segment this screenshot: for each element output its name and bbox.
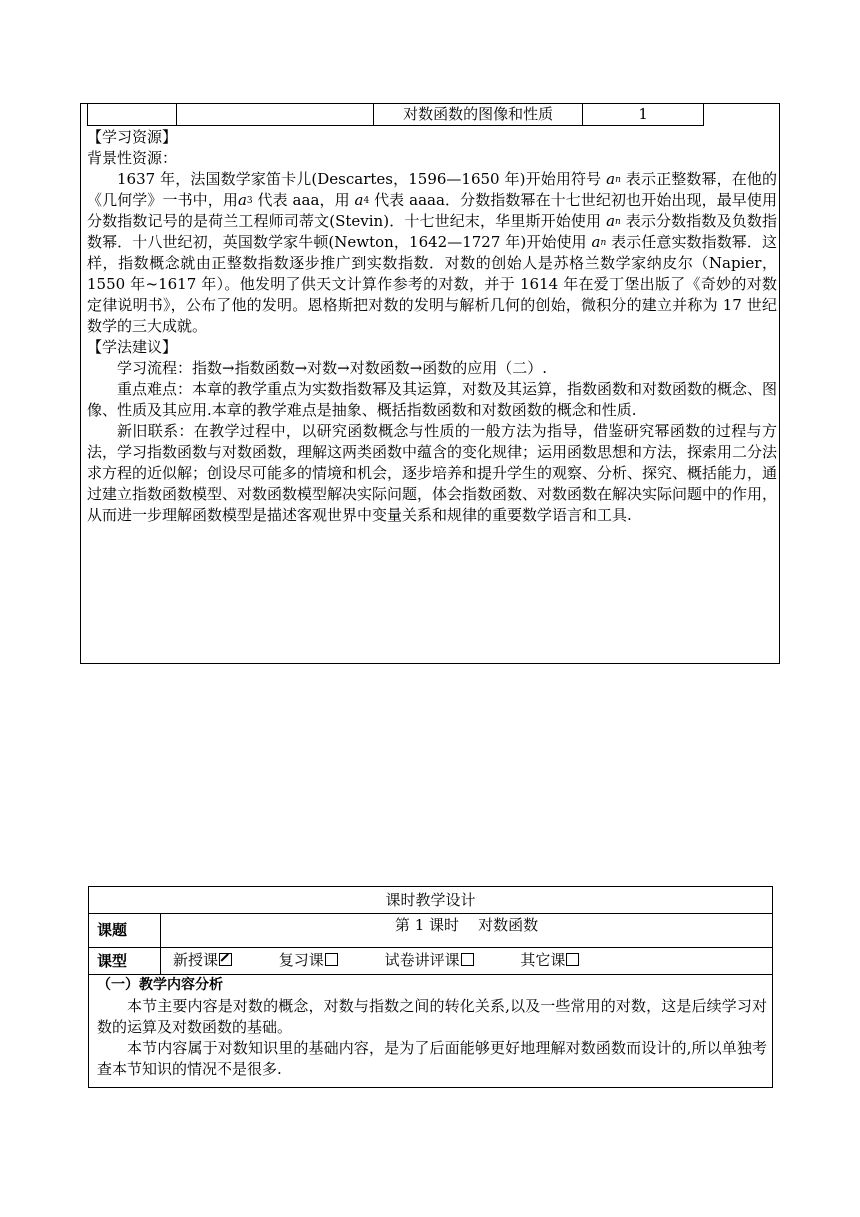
header-cell-empty-1 [87,104,177,126]
learning-resources-box [80,103,780,664]
type-option-other[interactable]: 其它课 [520,951,579,969]
method-flow: 学习流程：指数→指数函数→对数→对数函数→函数的应用（二）. [117,359,548,377]
type-row [89,948,772,975]
type-label: 课型 [89,948,161,974]
header-cell-title: 对数函数的图像和性质 [374,104,584,126]
topic-row [89,914,772,948]
history-paragraph: 1637 年，法国数学家笛卡儿(Descartes，1596—1650 年)开始用符号 $a^n$ 表示正整数幂，在他的《几何学》一书中，用$a^3$ 代表 aaa，用 $a^4$ 代表 aaaa．分数指数幂在十七世纪初也开始出现，最早使用分数指数记号的是荷兰工程师司蒂文(Stevin)．十七世纪末，华里斯开始使用 $a^n$ 表示分数指数及负数指数幂．十八世纪初，英国数学家牛顿(Newton，1642—1727 年)开始使用 $a^n$ 表示任意实数指数幂．这样，指数概念就由正整数指数逐步推广到实数指数．对数的创始人是苏格兰数学家纳皮尔（Napier，1550 年~1617 年）。他发明了供天文计算作参考的对数，并于 1614 年在爱丁堡出版了《奇妙的对数定律说明书》，公布了他的发明。恩格斯把对数的发明与解析几何的创始，微积分的建立并称为 17 世纪数学的三大成就。 [87,170,777,335]
checkbox-icon[interactable] [325,953,338,966]
header-table-row [87,104,704,126]
topic-value: 第 1 课时 对数函数 [394,916,539,934]
design-title-row [89,887,772,914]
analysis-section [97,975,767,1080]
resources-heading: 【学习资源】 [87,128,178,146]
method-key-points: 重点难点：本章的教学重点为实数指数幂及其运算，对数及其运算，指数函数和对数函数的概念、图像、性质及其应用.本章的教学难点是抽象、概括指数函数和对数函数的概念和性质. [87,380,778,419]
header-cell-empty-2 [177,104,374,126]
topic-label: 课题 [89,914,161,947]
analysis-paragraph-2: 本节内容属于对数知识里的基础内容，是为了后面能够更好地理解对数函数而设计的,所以单独考查本节知识的情况不是很多. [97,1039,767,1078]
type-option-exam-review[interactable]: 试卷讲评课 [385,951,474,969]
lesson-design-table [88,886,773,1088]
analysis-heading: （一）教学内容分析 [97,977,223,993]
checkbox-icon[interactable] [461,953,474,966]
checkbox-icon[interactable] [566,953,579,966]
resources-subheading: 背景性资源： [87,149,178,167]
design-title: 课时教学设计 [385,891,476,909]
method-heading: 【学法建议】 [87,338,178,356]
type-option-review[interactable]: 复习课 [279,951,338,969]
checked-box-icon[interactable] [219,953,232,966]
lesson-type-options [173,950,579,971]
type-option-new[interactable]: 新授课 [173,951,232,969]
resources-content [87,127,777,526]
method-connections: 新旧联系：在教学过程中，以研究函数概念与性质的一般方法为指导，借鉴研究幂函数的过程与方法，学习指数函数与对数函数，理解这两类函数中蕴含的变化规律；运用函数思想和方法，探索用二分法求方程的近似解；创设尽可能多的情境和机会，逐步培养和提升学生的观察、分析、探究、概括能力，通过建立指数函数模型、对数函数模型解决实际问题，体会指数函数、对数函数在解决实际问题中的作用，从而进一步理解函数模型是描述客观世界中变量关系和规律的重要数学语言和工具. [87,422,778,524]
header-cell-number: 1 [583,104,704,126]
analysis-paragraph-1: 本节主要内容是对数的概念，对数与指数之间的转化关系,以及一些常用的对数，这是后续学习对数的运算及对数函数的基础。 [97,997,767,1036]
